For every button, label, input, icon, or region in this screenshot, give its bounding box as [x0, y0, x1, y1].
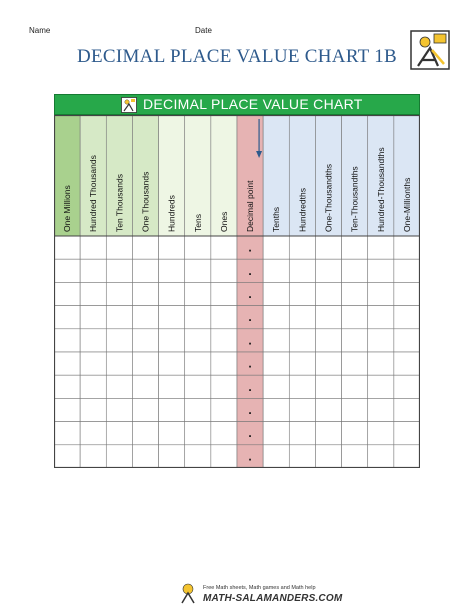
column-label: Hundredths: [297, 188, 308, 232]
digit-cell: [54, 445, 80, 468]
digit-cell: [368, 445, 394, 468]
digit-cell: [80, 352, 106, 375]
digit-cell: [159, 352, 185, 375]
digit-cell: [54, 398, 80, 421]
decimal-point-mark: .: [248, 449, 252, 464]
digit-cell: [394, 445, 420, 468]
digit-cell: [342, 375, 368, 398]
column-label: Ones: [218, 211, 229, 232]
digit-cell: [106, 259, 132, 282]
digit-cell: [394, 306, 420, 329]
digit-cell: [315, 398, 341, 421]
digit-cell: [315, 422, 341, 445]
date-label: Date: [195, 26, 212, 35]
digit-cell: [342, 445, 368, 468]
digit-cell: [80, 259, 106, 282]
digit-cell: [80, 445, 106, 468]
digit-cell: [211, 375, 237, 398]
digit-cell: [368, 375, 394, 398]
digit-cell: [132, 445, 158, 468]
digit-cell: [54, 236, 80, 259]
column-label: Ten-Thousandths: [349, 166, 360, 232]
digit-cell: [159, 445, 185, 468]
digit-cell: [54, 375, 80, 398]
digit-cell: [132, 329, 158, 352]
digit-cell: [211, 306, 237, 329]
digit-cell: [368, 352, 394, 375]
digit-cell: [368, 259, 394, 282]
digit-cell: [54, 306, 80, 329]
page-title: DECIMAL PLACE VALUE CHART 1B: [76, 46, 398, 67]
digit-cell: [263, 422, 289, 445]
digit-cell: [289, 375, 315, 398]
digit-cell: [342, 329, 368, 352]
digit-cell: [159, 422, 185, 445]
digit-cell: [132, 236, 158, 259]
digit-cell: [289, 352, 315, 375]
digit-cell: [263, 352, 289, 375]
footer-tagline: Free Math sheets, Math games and Math help: [203, 585, 316, 591]
digit-cell: [80, 375, 106, 398]
digit-cell: [263, 236, 289, 259]
digit-cell: [106, 445, 132, 468]
digit-cell: [342, 352, 368, 375]
digit-cell: [132, 306, 158, 329]
digit-cell: [368, 422, 394, 445]
digit-cell: [211, 398, 237, 421]
digit-cell: [185, 422, 211, 445]
digit-cell: [106, 282, 132, 305]
digit-cell: [185, 329, 211, 352]
column-label: Tenths: [271, 206, 282, 232]
digit-cell: [185, 375, 211, 398]
digit-cell: [159, 306, 185, 329]
digit-cell: [315, 445, 341, 468]
digit-cell: [106, 422, 132, 445]
digit-cell: [211, 329, 237, 352]
footer-site: MATH-SALAMANDERS.COM: [203, 593, 343, 604]
digit-cell: [132, 375, 158, 398]
digit-cell: [342, 422, 368, 445]
digit-cell: [315, 259, 341, 282]
digit-cell: [315, 236, 341, 259]
digit-cell: [263, 329, 289, 352]
digit-cell: [211, 352, 237, 375]
digit-cell: [263, 375, 289, 398]
digit-cell: [54, 259, 80, 282]
digit-cell: [368, 398, 394, 421]
digit-cell: [80, 282, 106, 305]
digit-cell: [80, 398, 106, 421]
digit-cell: [106, 329, 132, 352]
column-label: One-Thousandths: [323, 163, 334, 232]
salamander-icon: [121, 97, 137, 113]
digit-cell: [159, 236, 185, 259]
column-label: Hundreds: [166, 195, 177, 232]
digit-cell: [368, 329, 394, 352]
digit-cell: [394, 329, 420, 352]
column-label: Hundred-Thousandths: [375, 147, 386, 232]
digit-cell: [342, 259, 368, 282]
digit-cell: [394, 282, 420, 305]
chart-banner: [54, 94, 420, 115]
digit-cell: [289, 259, 315, 282]
digit-cell: [315, 306, 341, 329]
digit-cell: [211, 282, 237, 305]
digit-cell: [211, 236, 237, 259]
decimal-point-mark: .: [248, 263, 252, 278]
digit-cell: [289, 398, 315, 421]
digit-cell: [159, 375, 185, 398]
digit-cell: [368, 282, 394, 305]
digit-cell: [159, 329, 185, 352]
digit-cell: [263, 282, 289, 305]
digit-cell: [185, 236, 211, 259]
decimal-point-mark: .: [248, 287, 252, 301]
footer-salamander-icon: [178, 581, 198, 605]
digit-cell: [80, 422, 106, 445]
digit-cell: [159, 282, 185, 305]
digit-cell: [132, 282, 158, 305]
digit-cell: [342, 282, 368, 305]
digit-cell: [394, 398, 420, 421]
digit-cell: [289, 306, 315, 329]
digit-cell: [394, 259, 420, 282]
digit-cell: [394, 375, 420, 398]
decimal-point-mark: .: [248, 426, 252, 441]
digit-cell: [315, 375, 341, 398]
digit-cell: [54, 282, 80, 305]
digit-cell: [342, 398, 368, 421]
digit-cell: [289, 422, 315, 445]
digit-cell: [54, 422, 80, 445]
digit-cell: [263, 306, 289, 329]
digit-cell: [159, 259, 185, 282]
digit-cell: [54, 329, 80, 352]
digit-cell: [80, 306, 106, 329]
column-label: Ten Thousands: [114, 174, 125, 232]
decimal-point-mark: .: [248, 333, 252, 348]
digit-cell: [368, 306, 394, 329]
digit-cell: [106, 306, 132, 329]
digit-cell: [263, 445, 289, 468]
digit-cell: [394, 236, 420, 259]
digit-cell: [132, 398, 158, 421]
digit-cell: [211, 422, 237, 445]
decimal-point-mark: .: [248, 403, 252, 417]
digit-cell: [315, 352, 341, 375]
digit-cell: [342, 306, 368, 329]
digit-cell: [106, 375, 132, 398]
digit-cell: [185, 306, 211, 329]
digit-cell: [211, 259, 237, 282]
digit-cell: [185, 282, 211, 305]
decimal-point-mark: .: [248, 356, 252, 371]
digit-cell: [132, 422, 158, 445]
column-label: Hundred Thousands: [88, 155, 99, 232]
decimal-point-mark: .: [248, 310, 252, 325]
digit-cell: [132, 259, 158, 282]
digit-cell: [342, 236, 368, 259]
digit-cell: [185, 259, 211, 282]
digit-cell: [106, 352, 132, 375]
digit-cell: [315, 329, 341, 352]
digit-cell: [54, 352, 80, 375]
column-label: One-Millionths: [401, 177, 412, 232]
digit-cell: [315, 282, 341, 305]
column-label: Decimal point: [245, 180, 256, 232]
place-value-table: [54, 115, 420, 468]
digit-cell: [80, 236, 106, 259]
decimal-point-mark: .: [248, 379, 252, 394]
digit-cell: [289, 445, 315, 468]
digit-cell: [211, 445, 237, 468]
digit-cell: [263, 259, 289, 282]
digit-cell: [394, 352, 420, 375]
digit-cell: [106, 236, 132, 259]
digit-cell: [106, 398, 132, 421]
digit-cell: [394, 422, 420, 445]
digit-cell: [289, 282, 315, 305]
digit-cell: [185, 445, 211, 468]
column-label: One Millions: [62, 185, 73, 232]
digit-cell: [368, 236, 394, 259]
digit-cell: [185, 398, 211, 421]
digit-cell: [263, 398, 289, 421]
digit-cell: [132, 352, 158, 375]
digit-cell: [185, 352, 211, 375]
digit-cell: [80, 329, 106, 352]
decimal-point-mark: .: [248, 240, 252, 255]
digit-cell: [289, 236, 315, 259]
digit-cell: [289, 329, 315, 352]
column-label: One Thousands: [140, 171, 151, 232]
banner-title: DECIMAL PLACE VALUE CHART: [143, 96, 363, 112]
digit-cell: [159, 398, 185, 421]
name-label: Name: [29, 26, 51, 35]
column-label: Tens: [192, 214, 203, 232]
